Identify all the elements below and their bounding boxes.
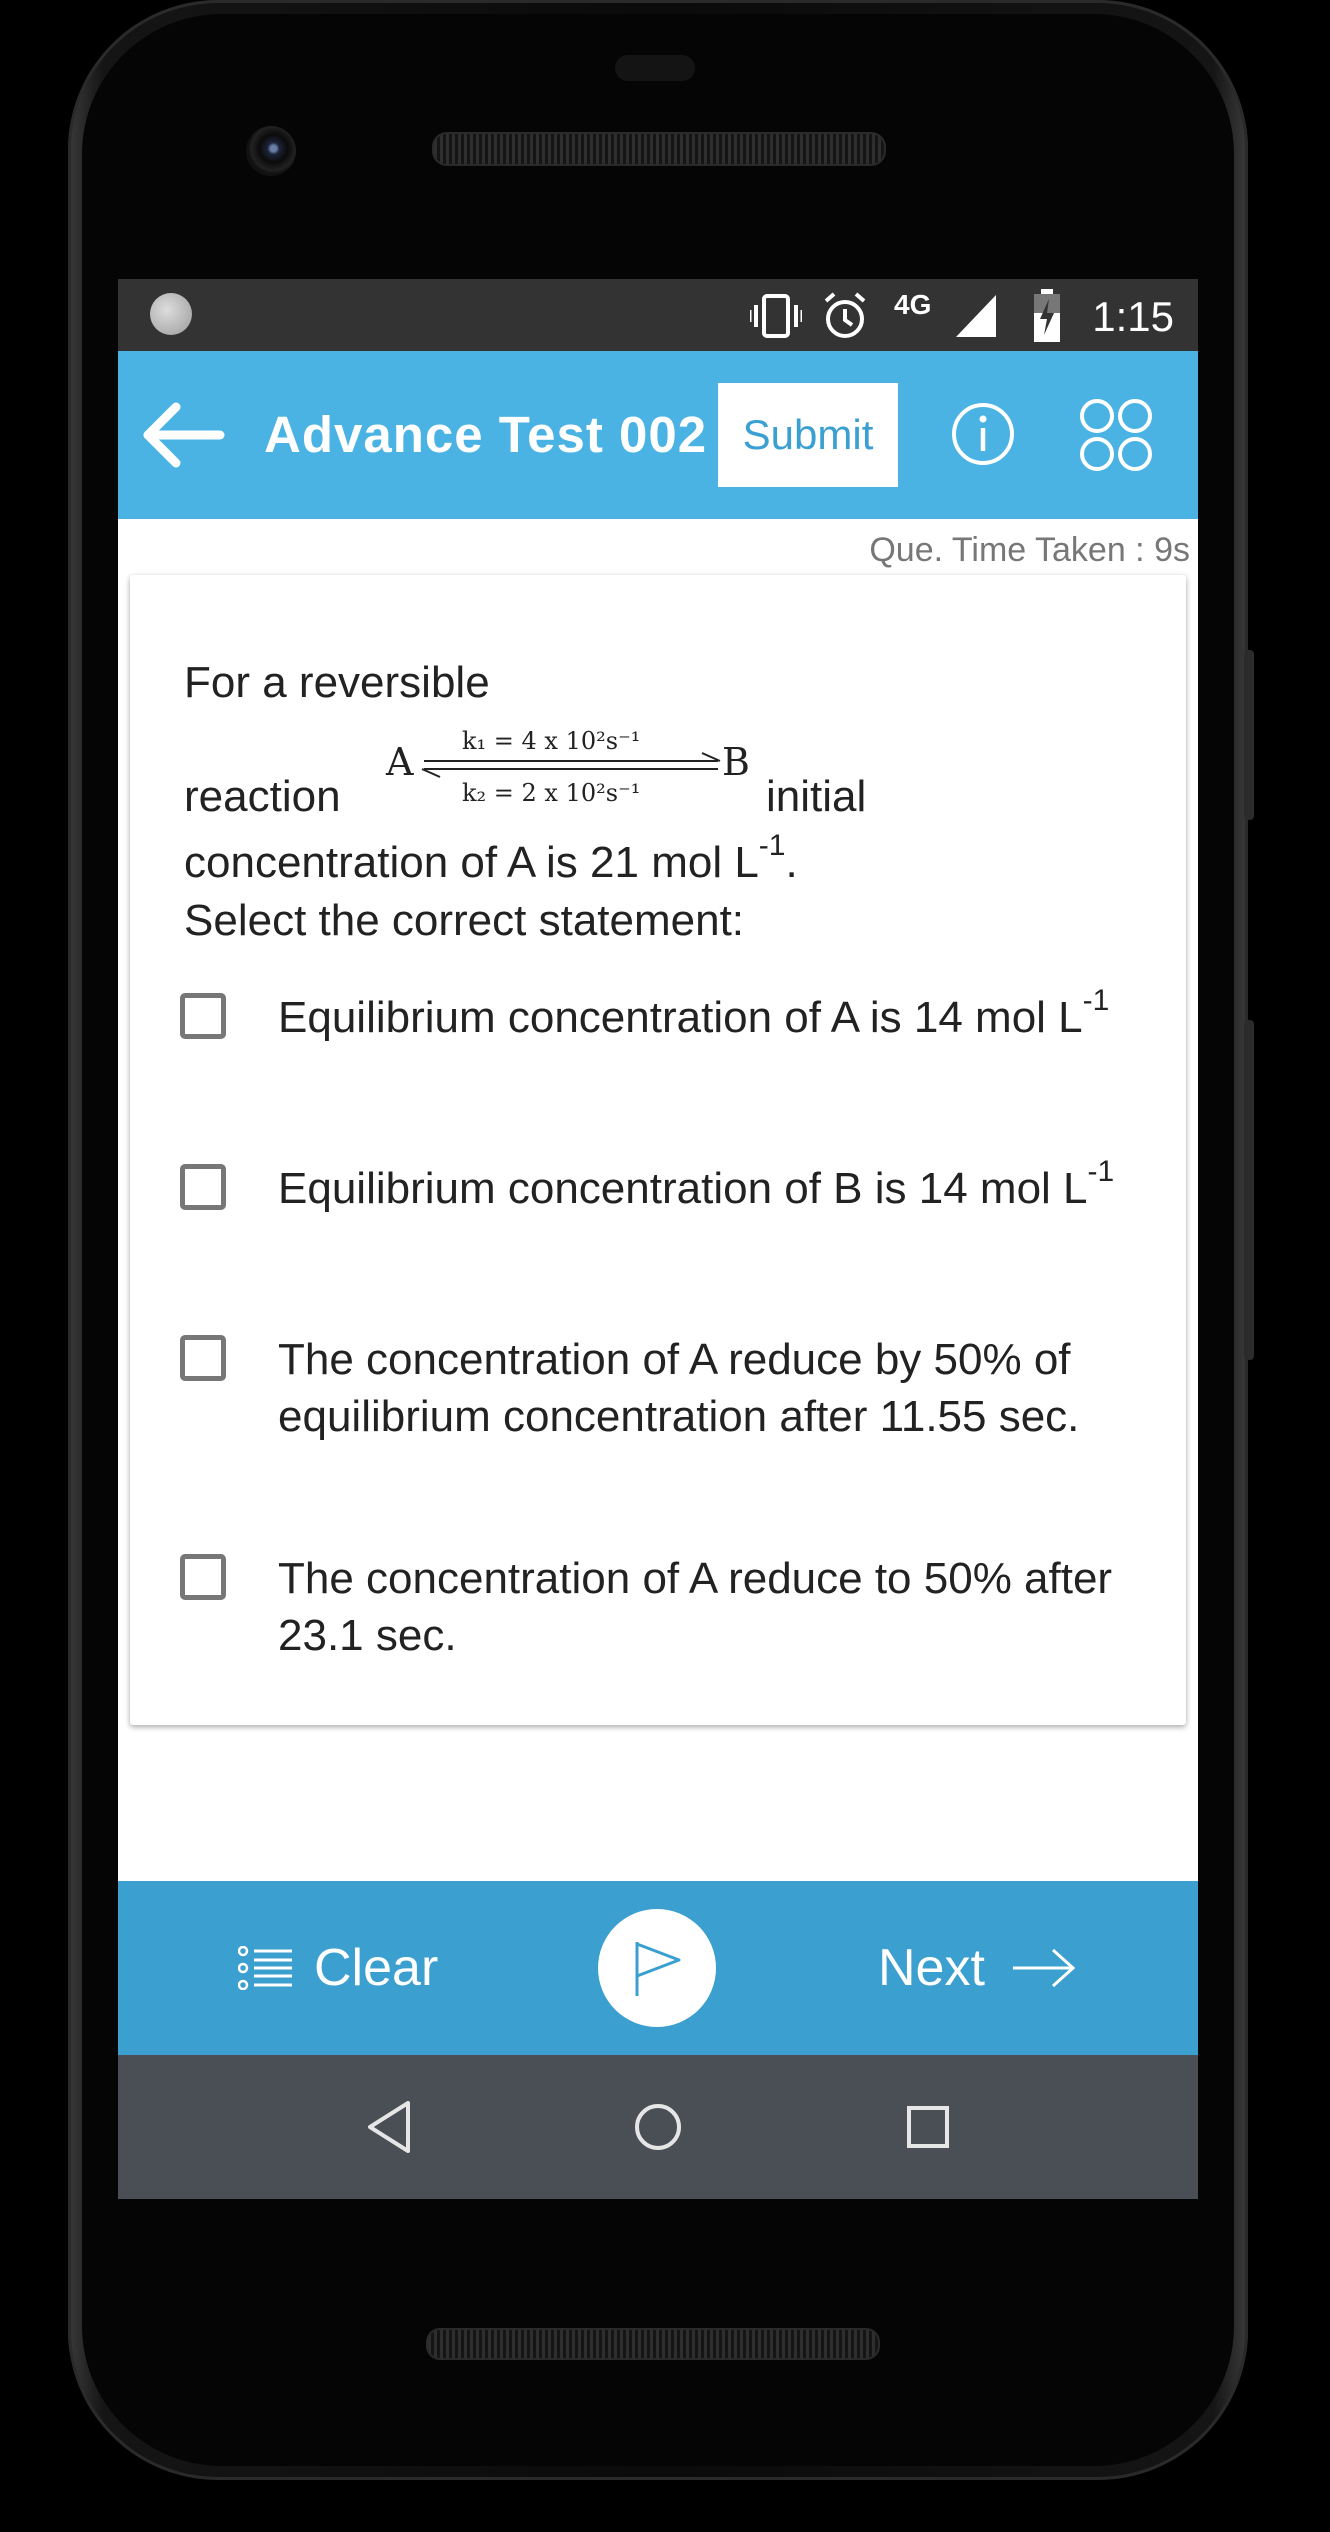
page-title: Advance Test 002 [264,406,708,463]
option-2-text: Equilibrium concentration of B is 14 mol $L^{-1}$ [278,1155,1115,1213]
submit-button[interactable]: Submit [718,383,898,487]
status-bar [118,279,1198,351]
question-line-3-main: concentration of A is 21 mol L [184,838,759,887]
nav-back-icon[interactable] [358,2095,422,2159]
question-time-taken: Que. Time Taken : 9s [869,531,1190,569]
bottom-action-bar [118,1881,1198,2055]
vibrate-icon [750,293,802,339]
battery-icon [1032,289,1062,343]
product-label: B [722,740,750,784]
question-grid-icon[interactable] [1078,397,1154,473]
clear-button[interactable] [238,1931,438,2005]
option-4-checkbox[interactable] [180,1554,226,1600]
next-label: Next [878,1939,985,1997]
question-line-4: Select the correct statement: [184,896,745,945]
arrow-right-icon [1011,1946,1077,1990]
volume-button [1244,650,1254,820]
k2-label: k₂ = 2 x 10²s⁻¹ [462,779,641,807]
option-4-text: The concentration of A reduce to 50% after 23.1 sec. [278,1554,1113,1660]
info-icon[interactable] [950,401,1016,467]
notification-icon [150,293,192,335]
question-line-3-tail: . [785,838,798,887]
screen [118,279,1198,2199]
list-clear-icon [238,1946,294,1990]
alarm-icon [822,291,868,341]
question-line-3-sup: -1 [758,829,786,863]
power-button [1244,1020,1254,1360]
app-bar [118,351,1198,519]
flag-icon [629,1938,685,1998]
nav-home-icon[interactable] [626,2095,690,2159]
option-3-checkbox[interactable] [180,1335,226,1381]
back-arrow-icon[interactable] [138,399,228,471]
clear-label: Clear [314,1939,439,1997]
question-line-2-start: reaction [184,772,341,821]
status-time: 1:15 [1092,293,1174,340]
next-button[interactable] [878,1931,1077,2005]
earpiece-speaker [432,132,886,166]
flag-button[interactable] [598,1909,716,2027]
top-slot [615,55,695,81]
reaction-equation-image [382,723,762,819]
bottom-speaker [426,2328,880,2360]
option-1-text: Equilibrium concentration of A is 14 mol $L^{-1}$ [278,984,1110,1042]
question-line-3 [184,829,798,891]
question-line-1: For a reversible [184,658,490,707]
network-type: 4G [894,289,932,320]
option-2-checkbox[interactable] [180,1164,226,1210]
option-1-checkbox[interactable] [180,993,226,1039]
option-3-text: The concentration of A reduce by 50% of equilibrium concentration after 11.55 sec. [278,1335,1080,1441]
question-line-2-end: initial [766,772,867,821]
k1-label: k₁ = 4 x 10²s⁻¹ [462,727,641,755]
system-nav-bar [118,2055,1198,2199]
reactant-label: A [386,740,414,784]
question-card [130,575,1186,1725]
front-camera [246,126,296,176]
nav-recents-icon[interactable] [896,2095,960,2159]
signal-icon [956,295,996,337]
